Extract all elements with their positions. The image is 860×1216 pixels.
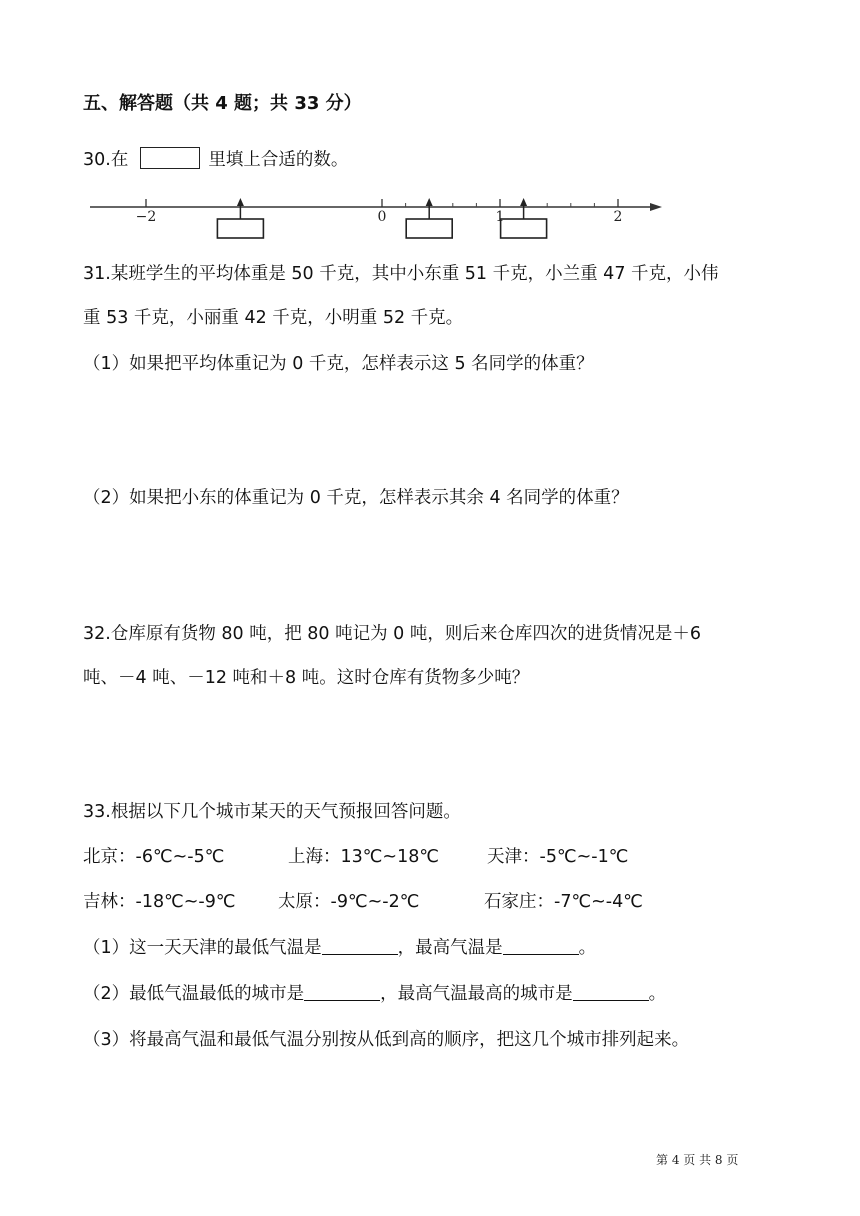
answer-box[interactable] — [501, 219, 547, 238]
number-line-marker — [217, 198, 263, 238]
answer-blank-highest-city[interactable] — [573, 982, 649, 1001]
number-line — [88, 188, 668, 244]
weather-shanghai: 上海：13℃~18℃ — [288, 847, 440, 867]
q33-sub3: （3）将最高气温和最低气温分别按从低到高的顺序，把这几个城市排列起来。 — [83, 1030, 690, 1050]
q33-sub2-text-b: ，最高气温最高的城市是 — [380, 984, 573, 1004]
answer-box[interactable] — [217, 219, 263, 238]
q31-line1: 31.某班学生的平均体重是 50 千克，其中小东重 51 千克，小兰重 47 千克，小伟 — [83, 264, 719, 284]
weather-beijing: 北京：-6℃~-5℃ — [83, 847, 225, 867]
q30-prefix: 30.在 — [83, 150, 129, 170]
number-line-arrowhead — [650, 203, 662, 211]
q33-sub2-text-a: （2）最低气温最低的城市是 — [83, 984, 305, 1004]
q33-sub2 — [83, 982, 666, 1006]
weather-tianjin: 天津：-5℃~-1℃ — [487, 847, 629, 867]
q33-sub1-text-b: ，最高气温是 — [397, 938, 503, 958]
tick-label: 2 — [613, 209, 623, 225]
weather-shijiazhuang: 石家庄：-7℃~-4℃ — [484, 892, 643, 912]
number-line-marker — [406, 198, 452, 238]
q33-sub1-text-a: （1）这一天天津的最低气温是 — [83, 938, 322, 958]
q32-line2: 吨、－4 吨、－12 吨和＋8 吨。这时仓库有货物多少吨？ — [83, 668, 530, 688]
q33-sub1 — [83, 936, 596, 960]
answer-box[interactable] — [406, 219, 452, 238]
q31-line2: 重 53 千克，小丽重 42 千克，小明重 52 千克。 — [83, 308, 464, 328]
q31-sub2: （2）如果把小东的体重记为 0 千克，怎样表示其余 4 名同学的体重？ — [83, 488, 629, 508]
q31-sub1: （1）如果把平均体重记为 0 千克，怎样表示这 5 名同学的体重？ — [83, 354, 594, 374]
tick-label: 0 — [377, 209, 387, 225]
answer-blank-tianjin-low[interactable] — [322, 936, 398, 955]
section-title: 五、解答题（共 4 题；共 33 分） — [83, 93, 362, 114]
answer-blank-tianjin-high[interactable] — [503, 936, 579, 955]
q30-suffix: 里填上合适的数。 — [208, 150, 349, 170]
answer-blank-lowest-city[interactable] — [304, 982, 380, 1001]
answer-box-sample — [140, 147, 200, 169]
number-line-marker — [501, 198, 547, 238]
q33-intro: 33.根据以下几个城市某天的天气预报回答问题。 — [83, 802, 461, 822]
tick-label: 1 — [495, 209, 505, 225]
tick-label: −2 — [135, 209, 157, 225]
page-footer: 第 4 页 共 8 页 — [656, 1153, 739, 1167]
q33-sub2-text-c: 。 — [648, 984, 667, 1004]
q32-line1: 32.仓库原有货物 80 吨，把 80 吨记为 0 吨，则后来仓库四次的进货情况是＋6 — [83, 624, 702, 644]
weather-taiyuan: 太原：-9℃~-2℃ — [278, 892, 420, 912]
q33-sub1-text-c: 。 — [578, 938, 597, 958]
question-30 — [83, 147, 348, 172]
weather-jilin: 吉林：-18℃~-9℃ — [83, 892, 236, 912]
